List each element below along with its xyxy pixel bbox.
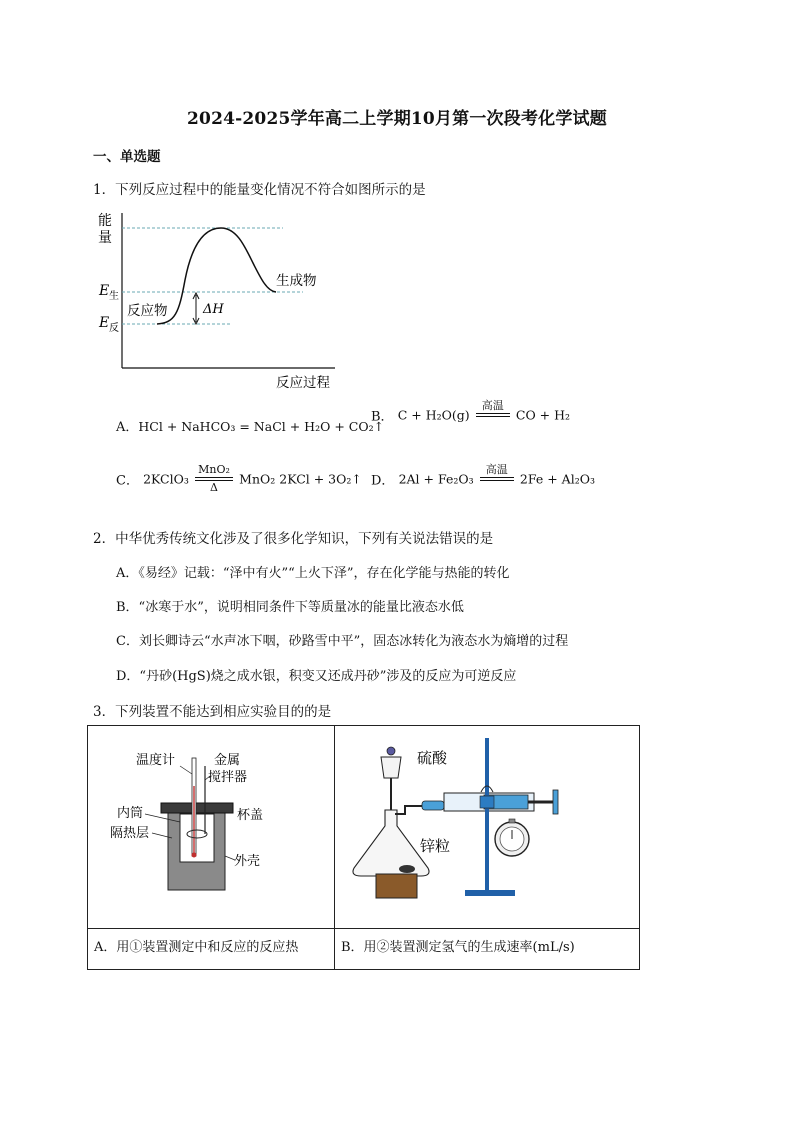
y-axis-label-1: 能 [98,213,112,229]
label-lid: 杯盖 [237,808,264,823]
q2-option-b[interactable]: B．“冰寒于水”，说明相同条件下等质量冰的能量比液态水低 [116,600,464,615]
label-insulation: 隔热层 [110,826,150,841]
label-inner-cup: 内筒 [117,806,144,821]
e-reactant-sub: 反 [109,323,119,334]
delta-h-label: ΔH [203,302,224,317]
label-thermometer: 温度计 [136,753,176,768]
q1-option-b[interactable]: B． C + H₂O(g) 高温 CO + H₂ [371,399,571,425]
apparatus-1-cell [88,726,335,929]
q2-option-d[interactable]: D．“丹砂(HgS)烧之成水银，积变又还成丹砂”涉及的反应为可逆反应 [116,669,517,684]
label-sulfuric-acid: 硫酸 [417,749,448,767]
q1-option-d[interactable]: D． 2Al + Fe₂O₃ 高温 2Fe + Al₂O₃ [371,463,595,489]
y-axis-label-2: 量 [98,230,112,246]
label-stirrer-2: 搅拌器 [208,770,248,785]
question-2-stem: 2．中华优秀传统文化涉及了很多化学知识，下列有关说法错误的是 [93,531,494,547]
e-product-label: E [99,283,110,299]
label-shell: 外壳 [234,854,261,869]
e-reactant-label: E [99,315,110,331]
q2-option-c[interactable]: C．刘长卿诗云“水声冰下咽，砂路雪中平”，固态冰转化为液态水为熵增的过程 [116,634,569,649]
energy-diagram [95,205,355,395]
reactant-label: 反应物 [127,303,168,319]
q2-option-a[interactable]: A．《易经》记载：“泽中有火”“上火下泽”，存在化学能与热能的转化 [116,566,510,581]
caption-a[interactable]: A．用①装置测定中和反应的反应热 [88,929,335,970]
product-label: 生成物 [276,273,317,289]
label-zinc: 锌粒 [420,837,451,855]
caption-b[interactable]: B．用②装置测定氢气的生成速率(mL/s) [335,929,640,970]
label-stirrer-1: 金属 [214,753,241,768]
q1-option-a[interactable]: A．HCl + NaHCO₃ = NaCl + H₂O + CO₂↑ [116,419,385,435]
calorimeter-diagram [88,726,334,924]
e-product-sub: 生 [109,291,119,302]
section-heading: 一、单选题 [93,149,161,165]
x-axis-label: 反应过程 [276,375,330,391]
page-title: 2024-2025学年高二上学期10月第一次段考化学试题 [187,109,607,129]
hydrogen-rate-diagram [335,726,639,924]
q1-option-c[interactable]: C． 2KClO₃ MnO₂ Δ MnO₂ 2KCl + 3O₂↑ [116,463,362,494]
question-1-stem: 1．下列反应过程中的能量变化情况不符合如图所示的是 [93,182,426,198]
apparatus-2-cell [335,726,640,929]
apparatus-table [87,725,640,970]
question-3-stem: 3．下列装置不能达到相应实验目的的是 [93,704,332,720]
